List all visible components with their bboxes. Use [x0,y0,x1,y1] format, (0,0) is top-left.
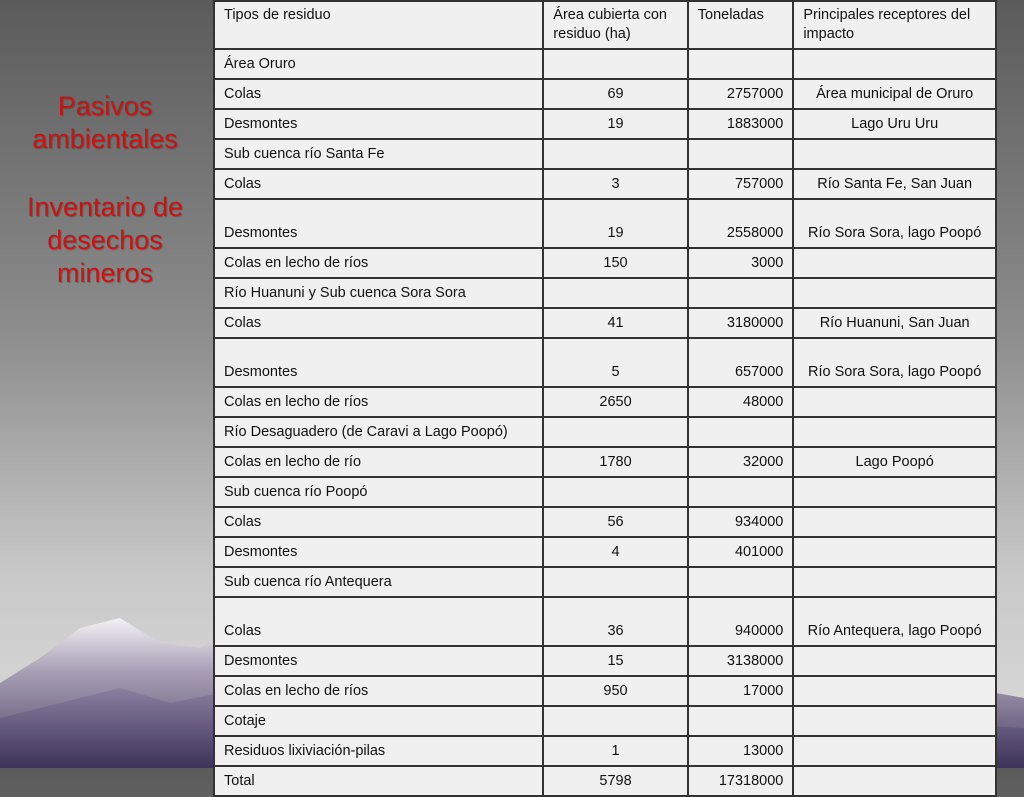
table-row [214,447,996,477]
table-row [214,597,996,646]
cell-receptor [793,248,996,278]
table-row [214,248,996,278]
cell-receptor [793,736,996,766]
cell-receptor [793,139,996,169]
cell-receptor [793,278,996,308]
table-row [214,567,996,597]
table-row [214,79,996,109]
cell-tipo: Total [214,766,543,796]
table-row [214,139,996,169]
cell-area: 41 [543,308,687,338]
table-row [214,169,996,199]
cell-tipo: Colas en lecho de ríos [214,387,543,417]
cell-receptor [793,49,996,79]
cell-tipo: Sub cuenca río Poopó [214,477,543,507]
cell-receptor: Lago Poopó [793,447,996,477]
cell-tipo: Río Desaguadero (de Caravi a Lago Poopó) [214,417,543,447]
cell-tipo: Colas [214,597,543,646]
cell-area [543,567,687,597]
cell-ton [688,417,794,447]
cell-receptor [793,417,996,447]
cell-area: 15 [543,646,687,676]
table-row-total [214,766,996,796]
cell-area [543,477,687,507]
header-area: Área cubierta con residuo (ha) [543,1,687,49]
cell-ton: 2558000 [688,199,794,248]
cell-receptor [793,387,996,417]
cell-area [543,139,687,169]
cell-area [543,49,687,79]
cell-tipo: Desmontes [214,109,543,139]
table-row [214,387,996,417]
cell-tipo: Sub cuenca río Santa Fe [214,139,543,169]
cell-tipo: Área Oruro [214,49,543,79]
cell-ton [688,49,794,79]
table-row [214,706,996,736]
cell-ton: 757000 [688,169,794,199]
cell-area: 69 [543,79,687,109]
slide-title-line-1: Pasivos [57,91,153,121]
cell-receptor [793,567,996,597]
cell-ton [688,278,794,308]
slide-title-block [10,90,200,290]
slide-title-line-2: ambientales [32,124,178,154]
cell-ton: 1883000 [688,109,794,139]
table-row [214,646,996,676]
cell-tipo: Río Huanuni y Sub cuenca Sora Sora [214,278,543,308]
cell-receptor: Lago Uru Uru [793,109,996,139]
cell-tipo: Residuos lixiviación-pilas [214,736,543,766]
cell-ton: 3180000 [688,308,794,338]
cell-ton: 940000 [688,597,794,646]
cell-ton: 401000 [688,537,794,567]
slide-subtitle-line-1: Inventario de [26,192,184,222]
cell-ton: 2757000 [688,79,794,109]
cell-area: 950 [543,676,687,706]
cell-ton: 657000 [688,338,794,387]
table-row [214,308,996,338]
slide-subtitle-line-3: mineros [56,258,154,288]
cell-tipo: Colas [214,79,543,109]
cell-tipo: Desmontes [214,537,543,567]
cell-ton: 48000 [688,387,794,417]
cell-area: 1 [543,736,687,766]
cell-area: 4 [543,537,687,567]
cell-ton: 3138000 [688,646,794,676]
table-header-row [214,1,996,49]
cell-ton: 13000 [688,736,794,766]
cell-area [543,278,687,308]
cell-receptor [793,706,996,736]
table-row [214,676,996,706]
cell-area: 36 [543,597,687,646]
cell-tipo: Desmontes [214,199,543,248]
cell-tipo: Colas [214,308,543,338]
cell-receptor: Río Antequera, lago Poopó [793,597,996,646]
cell-tipo: Colas en lecho de río [214,447,543,477]
cell-receptor [793,507,996,537]
cell-area: 56 [543,507,687,537]
header-receptores: Principales receptores del impacto [793,1,996,49]
cell-area: 3 [543,169,687,199]
cell-receptor: Río Santa Fe, San Juan [793,169,996,199]
cell-tipo: Sub cuenca río Antequera [214,567,543,597]
cell-receptor: Río Huanuni, San Juan [793,308,996,338]
cell-ton [688,477,794,507]
table-row [214,736,996,766]
table-row [214,49,996,79]
cell-ton: 17318000 [688,766,794,796]
cell-receptor [793,477,996,507]
waste-inventory-table [213,0,997,797]
cell-tipo: Desmontes [214,338,543,387]
cell-ton: 3000 [688,248,794,278]
cell-ton [688,706,794,736]
cell-ton: 32000 [688,447,794,477]
cell-receptor [793,646,996,676]
cell-area: 5 [543,338,687,387]
cell-area [543,706,687,736]
cell-receptor: Área municipal de Oruro [793,79,996,109]
cell-ton [688,567,794,597]
table-row [214,537,996,567]
cell-area: 5798 [543,766,687,796]
cell-receptor [793,537,996,567]
cell-receptor: Río Sora Sora, lago Poopó [793,199,996,248]
cell-area: 2650 [543,387,687,417]
table-row [214,109,996,139]
header-tipo: Tipos de residuo [214,1,543,49]
table-row [214,338,996,387]
cell-tipo: Colas en lecho de ríos [214,676,543,706]
table-row [214,477,996,507]
cell-ton: 934000 [688,507,794,537]
table-row [214,199,996,248]
cell-tipo: Colas [214,169,543,199]
cell-area: 150 [543,248,687,278]
header-toneladas: Toneladas [688,1,794,49]
cell-area: 19 [543,109,687,139]
slide-subtitle-line-2: desechos [47,225,163,255]
cell-ton [688,139,794,169]
cell-receptor [793,676,996,706]
cell-tipo: Colas [214,507,543,537]
cell-area [543,417,687,447]
cell-tipo: Colas en lecho de ríos [214,248,543,278]
cell-tipo: Desmontes [214,646,543,676]
cell-receptor [793,766,996,796]
table-row [214,278,996,308]
cell-tipo: Cotaje [214,706,543,736]
table-row [214,507,996,537]
table-row [214,417,996,447]
cell-area: 1780 [543,447,687,477]
cell-ton: 17000 [688,676,794,706]
cell-receptor: Río Sora Sora, lago Poopó [793,338,996,387]
cell-area: 19 [543,199,687,248]
